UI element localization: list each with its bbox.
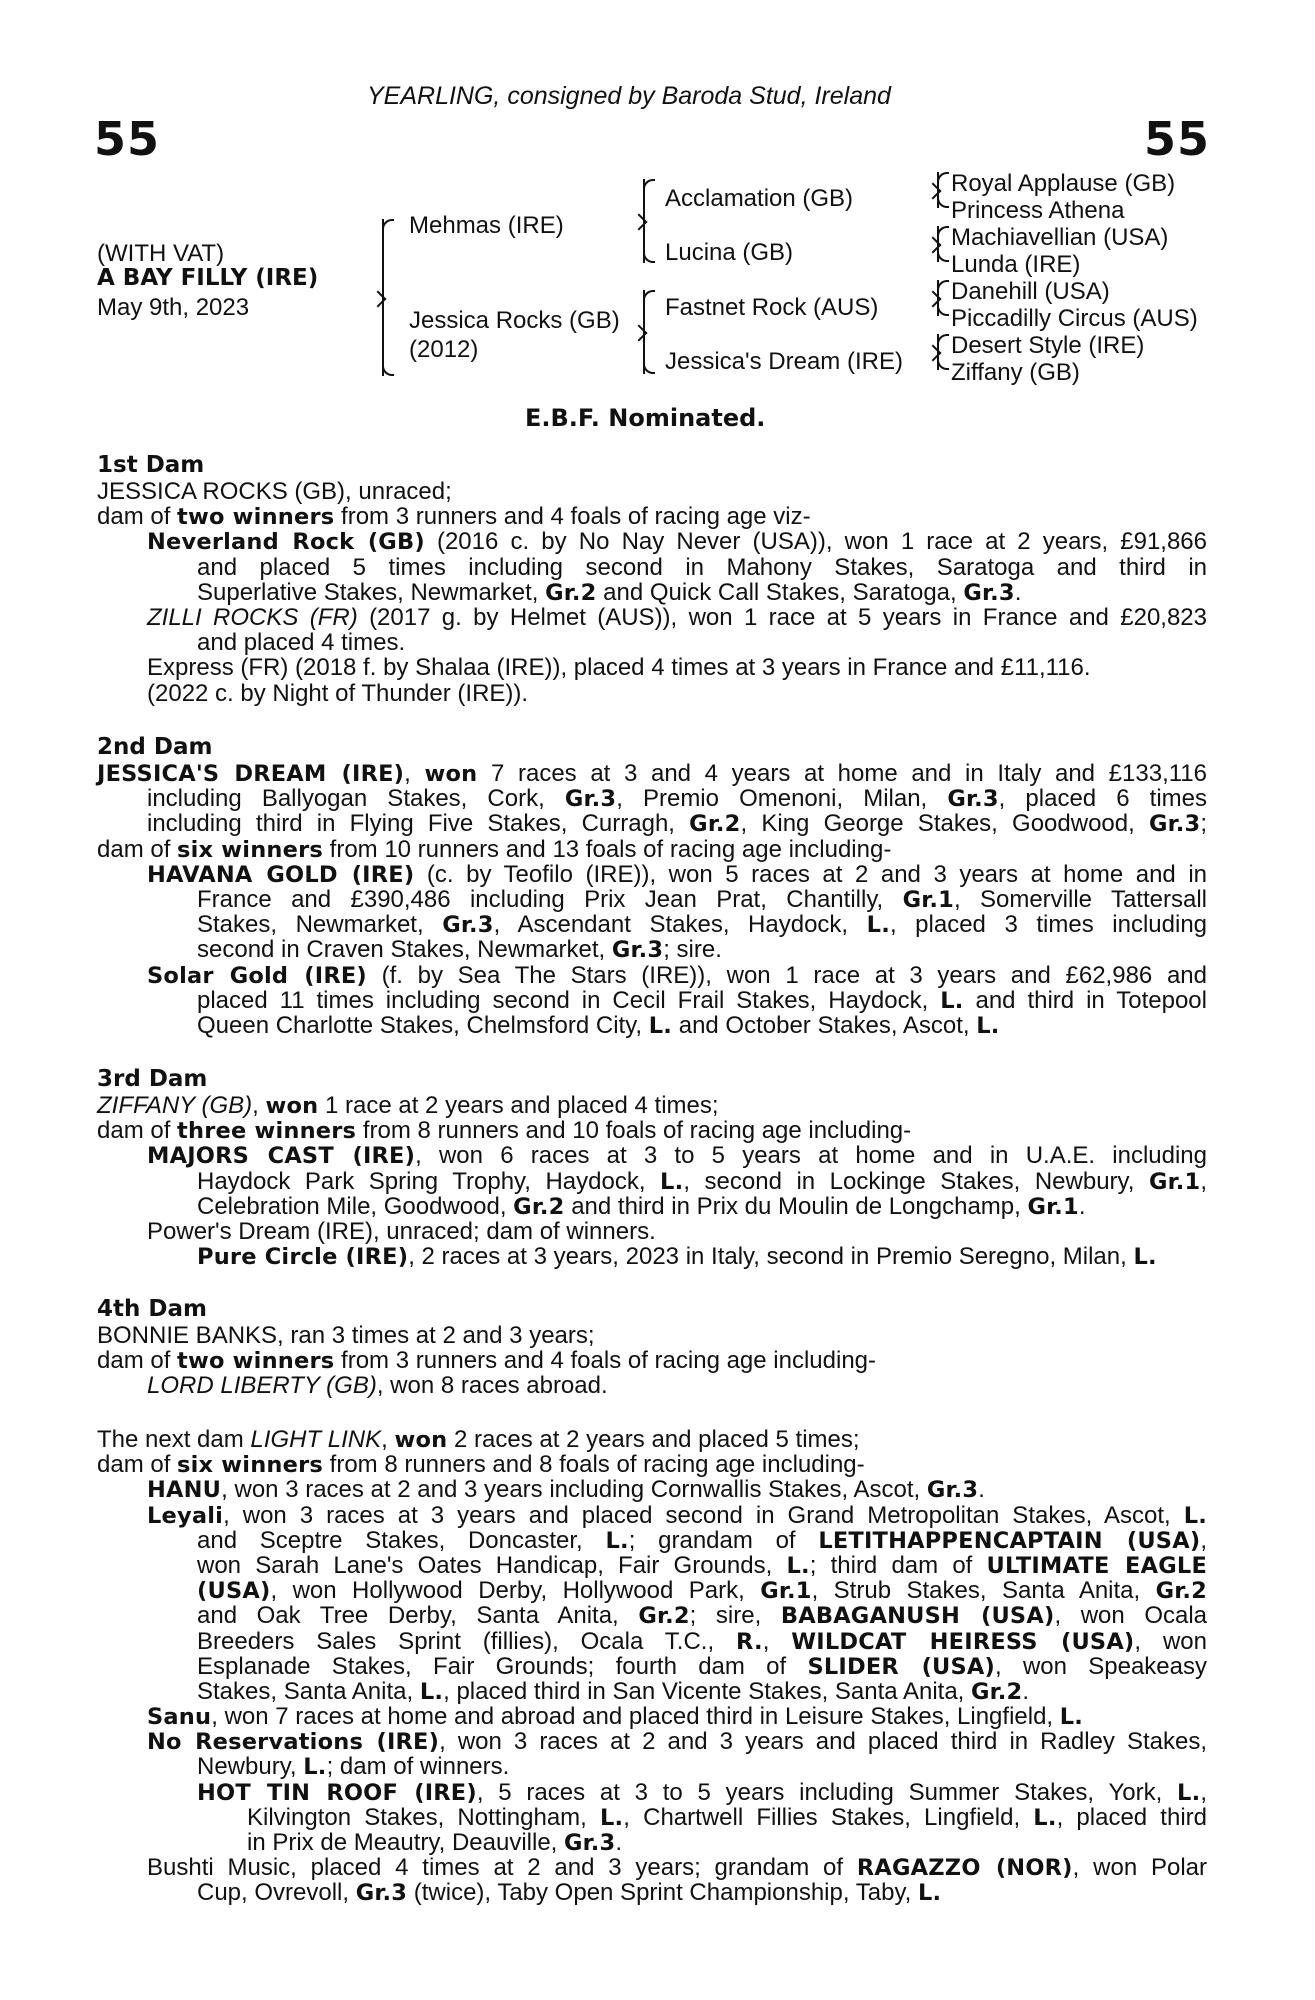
body-line (97, 1503, 1207, 1528)
pedigree-brace-g2 (937, 226, 939, 262)
body-line (97, 1013, 1207, 1038)
text-run: , won Polar (1072, 1854, 1207, 1882)
pedigree-g3-2: Princess Athena (951, 197, 1125, 224)
text-run: dam of (97, 1451, 178, 1479)
text-run: Stakes, Santa Anita, (197, 1677, 420, 1705)
bold-text: Gr.3 (947, 786, 999, 813)
pedigree-brace-g1 (937, 172, 939, 208)
bold-text: L. (419, 1678, 444, 1705)
text-run: Newbury, (197, 1753, 304, 1781)
bold-text: (USA) (197, 1578, 271, 1605)
bold-text: L. (1133, 1244, 1157, 1271)
pedigree-dam-dam: Jessica's Dream (IRE) (665, 348, 903, 375)
text-run: ; dam of winners. (326, 1753, 510, 1781)
text-run: , Ascendant Stakes, Haydock, (493, 911, 867, 939)
bold-text: L. (1033, 1804, 1057, 1831)
body-line (97, 1093, 1207, 1118)
bold-text: L. (1183, 1502, 1207, 1529)
bold-text: Gr.1 (902, 886, 954, 913)
section-1st-dam: 1st Dam (97, 452, 205, 478)
text-run: JESSICA ROCKS (GB), unraced; (97, 478, 452, 505)
text-run: dam of (97, 1117, 178, 1145)
text-run: Stakes, Newmarket, (197, 911, 443, 939)
pedigree-brace-main (382, 219, 384, 376)
text-run: , won Speakeasy (995, 1652, 1208, 1680)
text-run: , (1200, 1526, 1207, 1554)
body-line (97, 1528, 1207, 1553)
text-run: (2016 c. by No Nay Never (USA)), won 1 race at 2 years, £91,866 (424, 528, 1208, 556)
section-4th-dam: 4th Dam (97, 1296, 207, 1322)
text-run: , Strub Stakes, Santa Anita, (811, 1577, 1156, 1605)
text-run: 2 races at 2 years and placed 5 times; (447, 1426, 860, 1453)
bold-text: won (424, 761, 478, 787)
italic-text: LIGHT LINK (250, 1426, 382, 1453)
ebf-nomination: E.B.F. Nominated. (525, 404, 766, 432)
text-run: , won 3 races at 3 years and placed second in Grand Metropolitan Stakes, Ascot, (223, 1501, 1184, 1529)
bold-text: Gr.2 (689, 811, 741, 838)
body-line (97, 1553, 1207, 1578)
text-run: , won 7 races at home and abroad and placed third in Leisure Stakes, Lingfield, (211, 1703, 1060, 1731)
foaling-date: May 9th, 2023 (97, 294, 250, 321)
text-run: . (615, 1829, 623, 1856)
bold-text: SLIDER (USA) (807, 1653, 996, 1680)
text-run: including third in Flying Five Stakes, Curragh, (147, 810, 690, 838)
text-run: , won (1134, 1627, 1207, 1655)
section-2nd-dam: 2nd Dam (97, 734, 213, 760)
body-line (97, 811, 1207, 836)
text-run: including Ballyogan Stakes, Cork, (147, 785, 565, 813)
body-line (97, 1373, 1207, 1398)
text-run: , 5 races at 3 to 5 years including Summer Stakes, York, (476, 1778, 1178, 1806)
text-run: , won 3 races at 2 and 3 years and placed third in Radley Stakes, (439, 1728, 1207, 1756)
consignment-header: YEARLING, consigned by Baroda Stud, Ireland (367, 82, 891, 110)
bold-text: Gr.2 (638, 1603, 690, 1630)
text-run: , won 3 races at 2 and 3 years including Cornwallis Stakes, Ascot, (221, 1476, 927, 1504)
section-3rd-dam: 3rd Dam (97, 1066, 208, 1092)
bold-text: No Reservations (IRE) (147, 1729, 440, 1756)
text-run: , won Ocala (1054, 1602, 1208, 1630)
bold-text: Neverland Rock (GB) (147, 529, 425, 556)
text-run: in Prix de Meautry, Deauville, (247, 1829, 565, 1856)
bold-text: two winners (177, 504, 335, 531)
text-run: Queen Charlotte Stakes, Chelmsford City, (197, 1011, 649, 1039)
pedigree-sire-dam: Lucina (GB) (665, 239, 794, 266)
bold-text: L. (918, 1880, 942, 1907)
pedigree-sire: Mehmas (IRE) (409, 212, 564, 239)
vat-note: (WITH VAT) (97, 240, 225, 267)
body-line (97, 630, 1207, 655)
italic-text: ZILLI ROCKS (FR) (147, 603, 358, 631)
body-line (97, 479, 1207, 504)
lot-number-left: 55 (94, 112, 161, 166)
body-line (97, 786, 1207, 811)
text-run: from 10 runners and 13 foals of racing age including- (322, 835, 892, 863)
text-run: Kilvington Stakes, Nottingham, (247, 1803, 600, 1831)
bold-text: Gr.3 (926, 1477, 979, 1504)
body-line (97, 1855, 1207, 1880)
text-run: (twice), Taby Open Sprint Championship, Taby, (407, 1879, 918, 1907)
bold-text: R. (736, 1628, 763, 1655)
text-run: and October Stakes, Ascot, (672, 1011, 977, 1039)
bold-text: L. (866, 912, 890, 939)
body-line (97, 555, 1207, 580)
body-line (97, 1880, 1207, 1905)
text-run: , placed 6 times (998, 785, 1207, 813)
text-run: placed 11 times including second in Cecil Frail Stakes, Haydock, (197, 986, 941, 1014)
bold-text: L. (648, 1012, 673, 1039)
text-run: (f. by Sea The Stars (IRE)), won 1 race at 3 years and £62,986 and (366, 961, 1207, 989)
text-run: , second in Lockinge Stakes, Newbury, (683, 1167, 1149, 1195)
text-run: (c. by Teofilo (IRE)), won 5 races at 2 and 3 years at home and in (414, 860, 1207, 888)
body-line (97, 655, 1207, 680)
fourth-dam-text (97, 1323, 1207, 1399)
pedigree-g3-3: Machiavellian (USA) (951, 224, 1169, 251)
lot-number-right: 55 (1144, 112, 1211, 166)
text-run: Haydock Park Spring Trophy, Haydock, (197, 1167, 661, 1195)
bold-text: L. (1059, 1704, 1084, 1731)
body-line (97, 1143, 1207, 1168)
bold-text: Gr.1 (1027, 1193, 1079, 1220)
text-run: . (978, 1476, 985, 1504)
pedigree-g3-7: Desert Style (IRE) (951, 332, 1145, 359)
text-run: Esplanade Stakes, Fair Grounds; fourth dam of (197, 1652, 808, 1680)
bold-text: six winners (177, 836, 323, 863)
body-line (97, 1629, 1207, 1654)
bold-text: won (265, 1093, 319, 1119)
text-run: ; sire, (689, 1602, 781, 1630)
text-run: , won 6 races at 3 to 5 years at home and in U.A.E. including (415, 1142, 1207, 1170)
body-line (97, 1729, 1207, 1754)
body-line (97, 529, 1207, 554)
bold-text: Gr.3 (564, 1830, 616, 1856)
text-run: and Oak Tree Derby, Santa Anita, (197, 1602, 639, 1630)
text-run: , (762, 1627, 792, 1655)
text-run: Celebration Mile, Goodwood, (197, 1192, 514, 1220)
text-run: Express (FR) (2018 f. by Shalaa (IRE)), placed 4 times at 3 years in France and £11,116. (147, 654, 1091, 682)
bold-text: HOT TIN ROOF (IRE) (197, 1779, 477, 1806)
bold-text: Gr.2 (545, 579, 597, 606)
body-line (97, 862, 1207, 887)
bold-text: Gr.3 (1148, 811, 1201, 838)
body-line (97, 837, 1207, 862)
body-line (97, 937, 1207, 962)
text-run: (2022 c. by Night of Thunder (IRE)). (147, 679, 529, 707)
text-run: , placed third (1056, 1803, 1207, 1831)
text-run: ; grandam of (628, 1526, 819, 1554)
bold-text: Gr.2 (971, 1678, 1023, 1705)
body-line (97, 1244, 1207, 1269)
text-run: Breeders Sales Sprint (fillies), Ocala T.C., (197, 1627, 736, 1655)
bold-text: two winners (177, 1348, 335, 1375)
bold-text: L. (1177, 1779, 1201, 1806)
bold-text: Gr.2 (1155, 1578, 1207, 1605)
text-run: and placed 5 times including second in Mahony Stakes, Saratoga and third in (197, 553, 1207, 581)
body-line (97, 1780, 1207, 1805)
bold-text: Gr.1 (1148, 1168, 1201, 1195)
body-line (97, 1679, 1207, 1704)
pedigree-brace-g4 (937, 334, 939, 370)
text-run: Power's Dream (IRE), unraced; dam of winners. (147, 1217, 656, 1245)
text-run: 1 race at 2 years and placed 4 times; (318, 1092, 719, 1119)
bold-text: Gr.3 (963, 579, 1015, 606)
body-line (97, 1169, 1207, 1194)
second-dam-text (97, 761, 1207, 1038)
bold-text: Gr.3 (611, 937, 664, 964)
body-line (97, 1578, 1207, 1603)
bold-text: Leyali (147, 1502, 224, 1529)
bold-text: L. (605, 1527, 629, 1554)
text-run: ; (1200, 810, 1207, 838)
next-dam-text (97, 1427, 1207, 1906)
text-run: , (252, 1092, 266, 1119)
text-run: . (1014, 578, 1022, 606)
body-line (97, 1452, 1207, 1477)
bold-text: L. (303, 1754, 327, 1781)
bold-text: Solar Gold (IRE) (147, 962, 367, 989)
body-line (97, 1830, 1207, 1855)
text-run: and third in Totepool (963, 986, 1207, 1014)
bold-text: HAVANA GOLD (IRE) (147, 861, 415, 888)
pedigree-brace-dam (643, 290, 645, 374)
body-line (97, 912, 1207, 937)
body-line (97, 504, 1207, 529)
text-run: ; sire. (663, 936, 722, 964)
body-line (97, 1754, 1207, 1779)
italic-text: LORD LIBERTY (GB) (147, 1372, 377, 1400)
body-line (97, 963, 1207, 988)
text-run: dam of (97, 835, 178, 863)
text-run: , Premio Omenoni, Milan, (616, 785, 948, 813)
text-run: , (1200, 1167, 1207, 1195)
body-line (97, 887, 1207, 912)
text-run: dam of (97, 503, 178, 531)
body-line (97, 988, 1207, 1013)
text-run: . (1078, 1192, 1086, 1220)
text-run: , King George Stakes, Goodwood, (740, 810, 1149, 838)
pedigree-sire-sire: Acclamation (GB) (665, 185, 854, 212)
body-line (97, 1654, 1207, 1679)
bold-text: MAJORS CAST (IRE) (147, 1143, 416, 1170)
body-line (97, 1323, 1207, 1348)
body-line (97, 1348, 1207, 1373)
text-run: BONNIE BANKS, ran 3 times at 2 and 3 years; (97, 1322, 595, 1349)
text-run: . (1022, 1677, 1030, 1705)
bold-text: Gr.3 (442, 912, 494, 939)
bold-text: six winners (177, 1452, 323, 1479)
body-line (97, 1704, 1207, 1729)
bold-text: Gr.2 (513, 1193, 565, 1220)
bold-text: Sanu (147, 1704, 212, 1731)
bold-text: L. (940, 987, 964, 1014)
text-run: and third in Prix du Moulin de Longchamp, (564, 1192, 1028, 1220)
text-run: Superlative Stakes, Newmarket, (197, 578, 546, 606)
text-run: ; third dam of (809, 1551, 987, 1579)
text-run: , (381, 1426, 395, 1453)
pedigree-g3-4: Lunda (IRE) (951, 251, 1081, 278)
first-dam-text (97, 479, 1207, 706)
body-line (97, 1219, 1207, 1244)
text-run: dam of (97, 1347, 178, 1375)
text-run: (2017 g. by Helmet (AUS)), won 1 race at 5 years in France and £20,823 (357, 603, 1207, 631)
text-run: , (404, 760, 425, 787)
text-run: 7 races at 3 and 4 years at home and in Italy and £133,116 (477, 760, 1207, 787)
horse-name: A BAY FILLY (IRE) (97, 265, 319, 291)
bold-text: Pure Circle (IRE) (197, 1244, 409, 1271)
pedigree-brace-g3 (937, 280, 939, 316)
body-line (97, 580, 1207, 605)
text-run: from 8 runners and 8 foals of racing age including- (322, 1451, 865, 1479)
text-run: , won 8 races abroad. (376, 1372, 608, 1400)
text-run: Bushti Music, placed 4 times at 2 and 3 years; grandam of (147, 1854, 857, 1882)
bold-text: won (394, 1427, 448, 1453)
body-line (97, 1194, 1207, 1219)
text-run: France and £390,486 including Prix Jean Prat, Chantilly, (197, 885, 903, 913)
pedigree-g3-1: Royal Applause (GB) (951, 170, 1176, 197)
bold-text: Gr.3 (564, 786, 617, 813)
bold-text: L. (600, 1804, 624, 1831)
text-run: and Sceptre Stakes, Doncaster, (197, 1526, 606, 1554)
body-line (97, 605, 1207, 630)
body-line (97, 1427, 1207, 1452)
pedigree-g3-5: Danehill (USA) (951, 278, 1110, 305)
text-run: from 3 runners and 4 foals of racing age including- (334, 1347, 877, 1375)
body-line (97, 761, 1207, 786)
text-run: won Sarah Lane's Oates Handicap, Fair Grounds, (197, 1551, 787, 1579)
text-run: The next dam (97, 1426, 251, 1453)
text-run: from 8 runners and 10 foals of racing age including- (356, 1117, 912, 1145)
bold-text: Gr.3 (355, 1880, 408, 1907)
text-run: , placed third in San Vicente Stakes, Santa Anita, (443, 1677, 972, 1705)
body-line (97, 1805, 1207, 1830)
text-run: , (1200, 1778, 1207, 1806)
body-line (97, 681, 1207, 706)
bold-text: JESSICA'S DREAM (IRE) (97, 761, 405, 787)
pedigree-dam-sire: Fastnet Rock (AUS) (665, 294, 879, 321)
pedigree-brace-sire (643, 179, 645, 263)
text-run: , Chartwell Fillies Stakes, Lingfield, (623, 1803, 1034, 1831)
bold-text: three winners (177, 1118, 357, 1145)
pedigree-g3-6: Piccadilly Circus (AUS) (951, 305, 1198, 332)
bold-text: HANU (147, 1477, 222, 1504)
text-run: second in Craven Stakes, Newmarket, (197, 936, 612, 964)
bold-text: L. (786, 1552, 810, 1579)
text-run: from 3 runners and 4 foals of racing age viz- (334, 503, 811, 531)
bold-text: LETITHAPPENCAPTAIN (USA) (818, 1527, 1201, 1554)
pedigree-g3-8: Ziffany (GB) (951, 359, 1080, 386)
text-run: and Quick Call Stakes, Saratoga, (596, 578, 964, 606)
bold-text: BABAGANUSH (USA) (780, 1603, 1055, 1630)
text-run: , 2 races at 3 years, 2023 in Italy, second in Premio Seregno, Milan, (408, 1243, 1134, 1271)
text-run: Cup, Ovrevoll, (197, 1879, 356, 1907)
italic-text: ZIFFANY (GB) (97, 1092, 253, 1119)
body-line (97, 1603, 1207, 1628)
bold-text: L. (660, 1168, 684, 1195)
third-dam-text (97, 1093, 1207, 1269)
pedigree-dam: Jessica Rocks (GB) (409, 307, 620, 334)
bold-text: L. (976, 1012, 1000, 1039)
text-run: , Somerville Tattersall (953, 885, 1207, 913)
body-line (97, 1118, 1207, 1143)
text-run: , placed 3 times including (889, 911, 1208, 939)
text-run: , won Hollywood Derby, Hollywood Park, (270, 1577, 761, 1605)
bold-text: WILDCAT HEIRESS (USA) (791, 1628, 1135, 1655)
bold-text: ULTIMATE EAGLE (986, 1552, 1208, 1579)
pedigree-dam-year: (2012) (409, 336, 479, 363)
bold-text: Gr.1 (760, 1578, 812, 1605)
text-run: and placed 4 times. (197, 629, 406, 657)
bold-text: RAGAZZO (NOR) (856, 1855, 1073, 1882)
body-line (97, 1477, 1207, 1502)
